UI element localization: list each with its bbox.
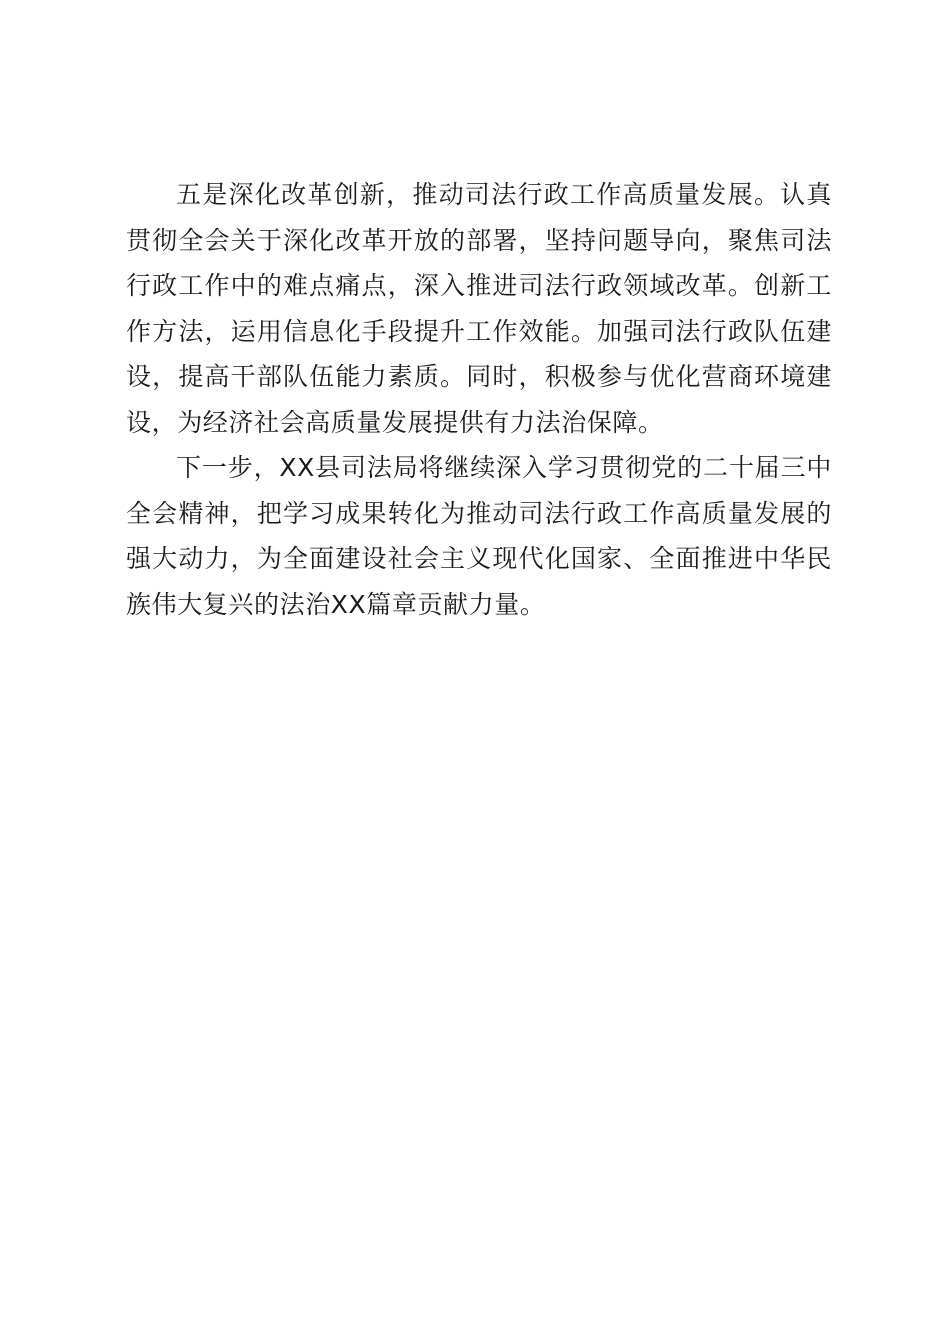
paragraph-next-steps: 下一步，XX县司法局将继续深入学习贯彻党的二十届三中全会精神，把学习成果转化为推动司法行政工作高质量发展的强大动力，为全面建设社会主义现代化国家、全面推进中华民族伟大复兴的法治XX篇章贡献力量。: [126, 453, 832, 619]
document-body: [126, 172, 832, 627]
paragraph-reform-innovation: 五是深化改革创新，推动司法行政工作高质量发展。认真贯彻全会关于深化改革开放的部署，坚持问题导向，聚焦司法行政工作中的难点痛点，深入推进司法行政领域改革。创新工作方法，运用信息化手段提升工作效能。加强司法行政队伍建设，提高干部队伍能力素质。同时，积极参与优化营商环境建设，为经济社会高质量发展提供有力法治保障。: [126, 180, 832, 437]
